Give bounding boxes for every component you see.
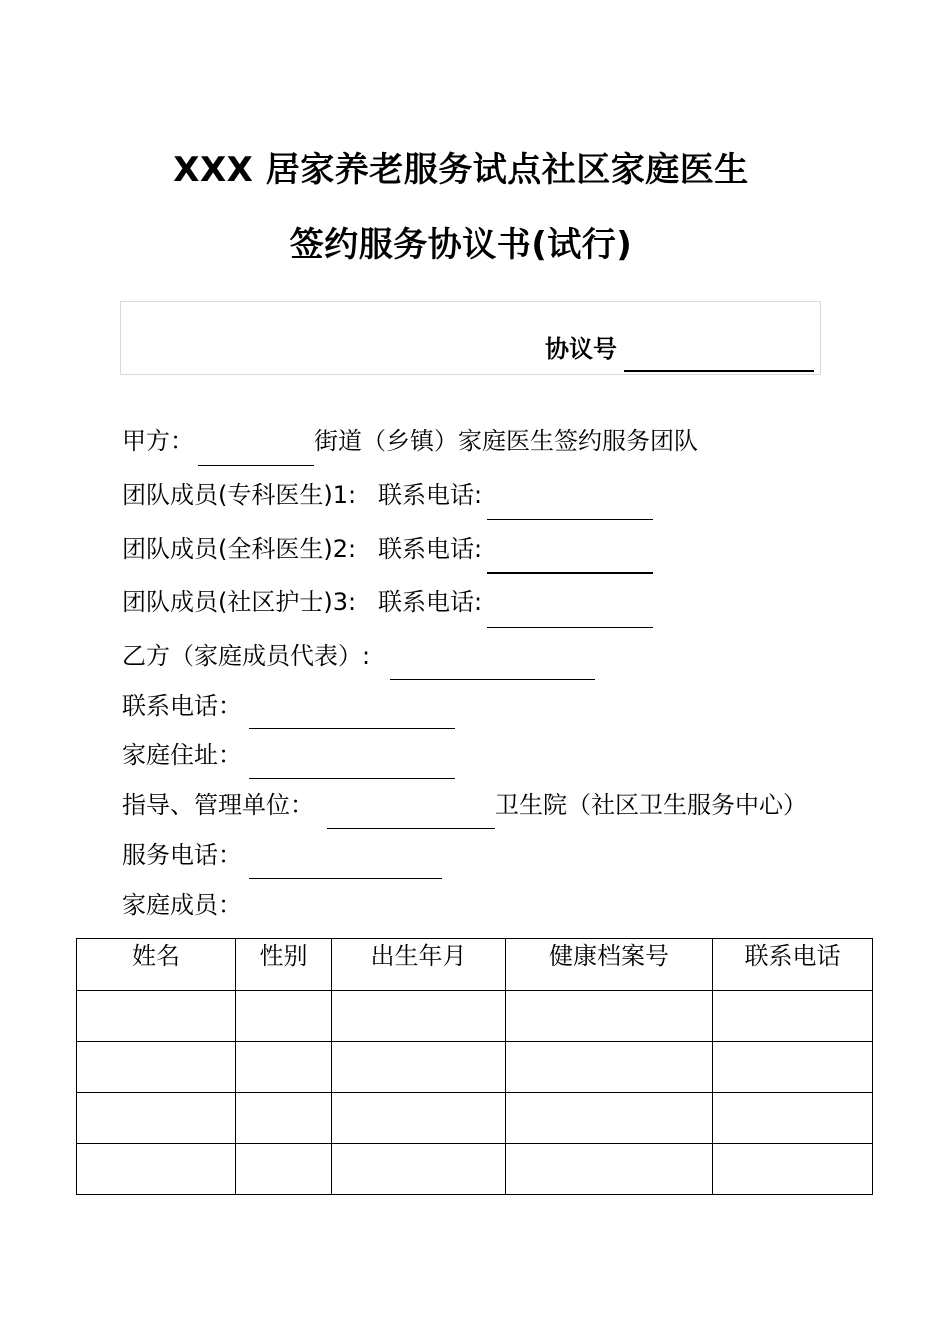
document-title-line-1: XXX 居家养老服务试点社区家庭医生 bbox=[173, 150, 749, 190]
table-cell[interactable] bbox=[713, 1144, 873, 1195]
table-row bbox=[77, 991, 873, 1042]
service-phone-label: 服务电话： bbox=[122, 841, 242, 869]
member-1-phone-field[interactable] bbox=[487, 519, 653, 520]
table-cell[interactable] bbox=[332, 1042, 506, 1093]
table-header-row bbox=[77, 939, 873, 991]
party-a-label: 甲方： bbox=[122, 427, 194, 455]
member-1-label: 团队成员(专科医生)1: bbox=[122, 481, 357, 509]
table-cell[interactable] bbox=[713, 1042, 873, 1093]
family-members-label: 家庭成员： bbox=[122, 891, 242, 919]
member-3-phone-label: 联系电话: bbox=[378, 588, 483, 616]
column-header-birth-date: 出生年月 bbox=[332, 939, 506, 991]
table-cell[interactable] bbox=[713, 991, 873, 1042]
table-cell[interactable] bbox=[236, 991, 332, 1042]
agreement-number-label: 协议号 bbox=[545, 335, 617, 363]
agreement-number-field[interactable] bbox=[624, 370, 814, 372]
unit-suffix: 卫生院（社区卫生服务中心） bbox=[495, 791, 807, 819]
unit-label: 指导、管理单位： bbox=[122, 791, 314, 819]
table-cell[interactable] bbox=[236, 1042, 332, 1093]
table-cell[interactable] bbox=[77, 1093, 236, 1144]
table-cell[interactable] bbox=[506, 1093, 713, 1144]
column-header-health-record-number: 健康档案号 bbox=[506, 939, 713, 991]
document-title-line-2: 签约服务协议书(试行) bbox=[289, 225, 633, 265]
party-b-field[interactable] bbox=[390, 679, 595, 680]
address-label: 家庭住址： bbox=[122, 741, 242, 769]
service-phone-field[interactable] bbox=[249, 878, 442, 879]
table-cell[interactable] bbox=[236, 1144, 332, 1195]
table-cell[interactable] bbox=[77, 1042, 236, 1093]
party-a-field[interactable] bbox=[198, 465, 314, 466]
member-3-label: 团队成员(社区护士)3: bbox=[122, 588, 357, 616]
table-cell[interactable] bbox=[506, 991, 713, 1042]
member-2-phone-label: 联系电话: bbox=[378, 535, 483, 563]
table-row bbox=[77, 1093, 873, 1144]
column-header-phone: 联系电话 bbox=[713, 939, 873, 991]
address-field[interactable] bbox=[249, 778, 455, 779]
party-a-row bbox=[122, 426, 194, 456]
member-1-phone-label: 联系电话: bbox=[378, 481, 483, 509]
table-cell[interactable] bbox=[77, 991, 236, 1042]
table-cell[interactable] bbox=[332, 1144, 506, 1195]
phone-label: 联系电话： bbox=[122, 692, 242, 720]
unit-field[interactable] bbox=[327, 828, 495, 829]
table-cell[interactable] bbox=[332, 1093, 506, 1144]
member-2-label: 团队成员(全科医生)2: bbox=[122, 535, 357, 563]
table-cell[interactable] bbox=[77, 1144, 236, 1195]
table-cell[interactable] bbox=[506, 1144, 713, 1195]
table-cell[interactable] bbox=[506, 1042, 713, 1093]
member-2-phone-field[interactable] bbox=[487, 572, 653, 574]
column-header-gender: 性别 bbox=[236, 939, 332, 991]
phone-field[interactable] bbox=[249, 728, 455, 729]
table-row bbox=[77, 1144, 873, 1195]
table-cell[interactable] bbox=[713, 1093, 873, 1144]
member-2-row bbox=[122, 534, 356, 564]
member-1-row bbox=[122, 480, 356, 510]
member-3-row bbox=[122, 587, 356, 617]
party-b-label: 乙方（家庭成员代表）: bbox=[122, 642, 371, 670]
table-cell[interactable] bbox=[332, 991, 506, 1042]
agreement-number-box bbox=[120, 301, 821, 375]
family-members-table bbox=[76, 938, 873, 1195]
member-3-phone-field[interactable] bbox=[487, 627, 653, 628]
table-cell[interactable] bbox=[236, 1093, 332, 1144]
table-row bbox=[77, 1042, 873, 1093]
party-a-suffix: 街道（乡镇）家庭医生签约服务团队 bbox=[314, 427, 698, 455]
column-header-name: 姓名 bbox=[77, 939, 236, 991]
